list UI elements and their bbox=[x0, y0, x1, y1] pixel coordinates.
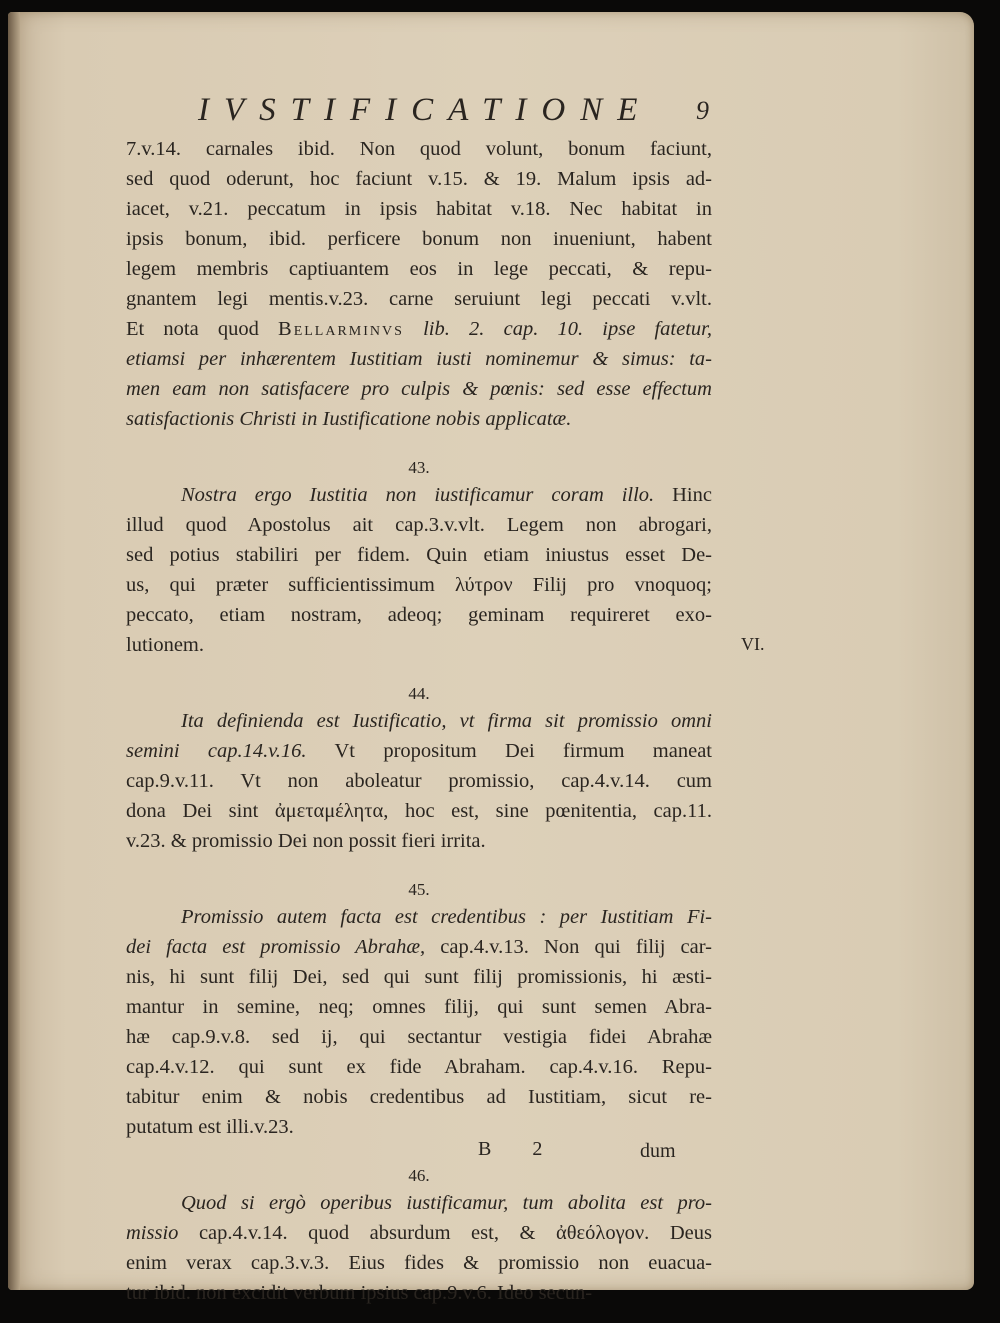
text-segment: Nostra ergo Iustitia non iustificamur coram illo. bbox=[181, 484, 655, 506]
text-line bbox=[126, 1218, 712, 1248]
text-line: sed quod oderunt, hoc faciunt v.15. & 19. Malum ipsis ad- bbox=[126, 168, 712, 190]
paragraph-number: 44. bbox=[408, 684, 430, 703]
text-line: legem membris captiuantem eos in lege peccati, & repu- bbox=[126, 258, 712, 280]
text-segment: dei facta est promissio Abrahæ, bbox=[126, 936, 426, 958]
text-line: gnantem legi mentis.v.23. carne seruiunt legi peccati v.vlt. bbox=[126, 288, 712, 310]
text-line: etiamsi per inhærentem Iustitiam iusti nominemur & simus: ta- bbox=[126, 348, 712, 370]
text-line bbox=[126, 314, 712, 344]
text-line: v.23. & promissio Dei non possit fieri irrita. bbox=[126, 830, 486, 852]
text-line: satisfactionis Christi in Iustificatione nobis applicatæ. bbox=[126, 408, 572, 430]
text-line: tur ibid. non excidit verbum ipsius cap.9.v.6. Ideo secun- bbox=[126, 1282, 593, 1304]
text-line: Quod si ergò operibus iustificamur, tum abolita est pro- bbox=[181, 1192, 712, 1214]
text-line: dona Dei sint ἀμεταμέλητα, hoc est, sine pœnitentia, cap.11. bbox=[126, 800, 712, 822]
catchword: dum bbox=[640, 1140, 676, 1162]
paragraph-number: 43. bbox=[408, 458, 430, 477]
text-line: tabitur enim & nobis credentibus ad Iustitiam, sicut re- bbox=[126, 1086, 712, 1108]
text-line: men eam non satisfacere pro culpis & pœnis: sed esse effectum bbox=[126, 378, 712, 400]
text-line: hæ cap.9.v.8. sed ij, qui sectantur vestigia fidei Abrahæ bbox=[126, 1026, 712, 1048]
text-line: iacet, v.21. peccatum in ipsis habitat v.18. Nec habitat in bbox=[126, 198, 712, 220]
paragraph-gap bbox=[126, 434, 712, 456]
author-name: Bellarminvs bbox=[278, 318, 404, 340]
text-line: cap.4.v.12. qui sunt ex fide Abraham. cap.4.v.16. Repu- bbox=[126, 1056, 712, 1078]
text-line: nis, hi sunt filij Dei, sed qui sunt filij promissionis, hi æsti- bbox=[126, 966, 712, 988]
paragraph-number: 45. bbox=[408, 880, 430, 899]
text-segment: Vt propositum Dei firmum maneat bbox=[306, 740, 712, 762]
text-line bbox=[126, 932, 712, 962]
page-spine bbox=[8, 12, 20, 1290]
text-line: putatum est illi.v.23. bbox=[126, 1116, 294, 1138]
text-line bbox=[126, 736, 712, 766]
text-line: cap.9.v.11. Vt non aboleatur promissio, cap.4.v.14. cum bbox=[126, 770, 712, 792]
text-line: mantur in semine, neq; omnes filij, qui sunt semen Abra- bbox=[126, 996, 712, 1018]
text-line: sed potius stabiliri per fidem. Quin etiam iniustus esset De- bbox=[126, 544, 712, 566]
text-segment: cap.4.v.14. quod absurdum est, & ἀθεόλογον. Deus bbox=[178, 1222, 712, 1244]
text-line bbox=[126, 480, 712, 510]
text-line: illud quod Apostolus ait cap.3.v.vlt. Legem non abrogari, bbox=[126, 514, 712, 536]
paragraph-gap bbox=[126, 1142, 712, 1164]
text-segment: Hinc bbox=[654, 484, 712, 506]
text-line: Promissio autem facta est credentibus : per Iustitiam Fi- bbox=[181, 906, 712, 928]
page-number: 9 bbox=[696, 96, 709, 125]
running-head: IVSTIFICATIONE bbox=[198, 92, 653, 128]
text-line: us, qui præter sufficientissimum λύτρον Filij pro vnoquoq; bbox=[126, 574, 712, 596]
paragraph-number: 46. bbox=[408, 1166, 430, 1185]
text-line: lutionem. bbox=[126, 634, 205, 656]
text-line: Ita definienda est Iustificatio, vt firma sit promissio omni bbox=[181, 710, 712, 732]
text-line: enim verax cap.3.v.3. Eius fides & promissio non euacua- bbox=[126, 1252, 712, 1274]
text-segment: semini cap.14.v.16. bbox=[126, 740, 307, 762]
text-segment: cap.4.v.13. Non qui filij car- bbox=[425, 936, 712, 958]
text-segment: missio bbox=[126, 1222, 179, 1244]
book-page bbox=[8, 12, 974, 1304]
text-line: peccato, etiam nostram, adeoq; geminam requireret exo- bbox=[126, 604, 712, 626]
text-segment: Et nota quod bbox=[126, 318, 279, 340]
text-line: 7.v.14. carnales ibid. Non quod volunt, bonum faciunt, bbox=[126, 138, 712, 160]
signature-mark: B 2 bbox=[478, 1138, 561, 1160]
paragraph-gap bbox=[126, 856, 712, 878]
body-text bbox=[126, 134, 712, 1308]
margin-note: VI. bbox=[741, 634, 765, 654]
text-segment: lib. 2. cap. 10. ipse fatetur, bbox=[403, 318, 712, 340]
text-line: ipsis bonum, ibid. perficere bonum non inueniunt, habent bbox=[126, 228, 712, 250]
paragraph-gap bbox=[126, 660, 712, 682]
